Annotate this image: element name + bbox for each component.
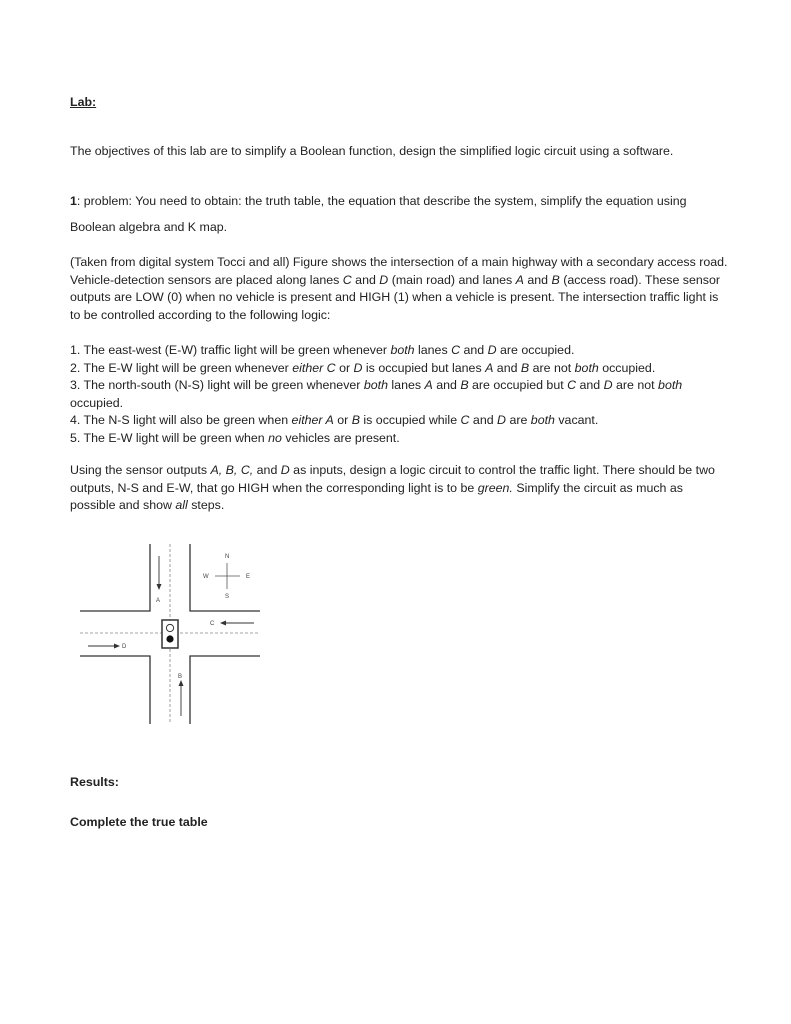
task-text: Simplify the circuit as much as possible and show — [70, 480, 683, 512]
rule-text: 3. The north-south (N-S) light will be green whenever — [70, 378, 364, 392]
rule-text: and — [576, 378, 604, 392]
traffic-light — [162, 620, 178, 648]
intersection-diagram — [72, 536, 272, 736]
var-b: B — [351, 413, 360, 427]
desc-text: (Taken from digital system Tocci and all) Figure shows the intersection of a main highway with a secondary access road. Vehicle-detection sensors are placed along lanes — [70, 255, 728, 287]
var-c: C — [342, 272, 352, 287]
task-text: steps. — [187, 498, 225, 512]
rule-text: is occupied but lanes — [362, 360, 486, 375]
lane-a-arrowhead — [157, 584, 162, 590]
lab-heading: Lab: — [70, 95, 97, 109]
rule-5 — [70, 430, 730, 448]
rule-text: and — [493, 360, 521, 375]
var-d: D — [353, 360, 363, 375]
road-edge-bottom-right — [190, 656, 260, 724]
rule-text: occupied. — [70, 395, 124, 410]
var-b: B — [520, 360, 530, 375]
rule-text: 1. The east-west (E-W) traffic light will be green whenever — [70, 343, 391, 357]
rule-text: 2. The E-W light will be green whenever — [70, 360, 293, 375]
traffic-light-lamp-off — [166, 624, 173, 631]
rule-text: or — [335, 360, 354, 375]
problem-paragraph — [70, 188, 730, 240]
task-text: as inputs, design a logic circuit to control the traffic light. There should be two outputs, N-S and E-W, that go HIGH when the corresponding light is to be — [70, 463, 715, 495]
var-d: D — [497, 413, 506, 427]
emphasis: either C — [292, 360, 336, 375]
emphasis: either A — [291, 413, 334, 427]
rule-2 — [70, 360, 730, 378]
rule-text: are occupied. — [496, 343, 575, 357]
var-a: A — [515, 272, 524, 287]
compass-n-label: N — [225, 554, 230, 560]
results-heading: Results: — [70, 775, 119, 789]
var-d: D — [603, 378, 613, 392]
lane-a-label: A — [156, 598, 161, 604]
var-c: C — [460, 413, 470, 427]
traffic-light-lamp-on — [166, 635, 173, 642]
var-list: A, B, C, — [210, 463, 254, 477]
road-edge-bottom-left — [80, 656, 150, 724]
description-paragraph — [70, 254, 730, 324]
emphasis: both — [363, 378, 388, 392]
task-text: and — [253, 463, 281, 477]
rule-text: and — [460, 343, 488, 357]
var-d: D — [487, 343, 497, 357]
objectives-paragraph: The objectives of this lab are to simplify a Boolean function, design the simplified logic circuit using a software. — [70, 144, 674, 158]
rule-1 — [70, 342, 730, 360]
rule-text: occupied. — [598, 360, 656, 375]
emphasis: both — [530, 413, 555, 427]
rule-text: are occupied but — [468, 378, 568, 392]
desc-text: and — [523, 272, 552, 287]
rule-text: 4. The N-S light will also be green when — [70, 413, 292, 427]
desc-text: (access road). These sensor outputs are LOW (0) when no vehicle is present and HIGH (1) when a vehicle is present. The intersection traffic light is to be controlled according to the following logic: — [70, 272, 720, 322]
lane-b-arrowhead — [179, 680, 184, 686]
rule-text: and — [432, 378, 461, 392]
emphasis: both — [658, 378, 683, 392]
road-edge-top-left — [80, 544, 150, 611]
emphasis: green. — [477, 480, 513, 495]
emphasis: no — [268, 430, 282, 445]
desc-text: (main road) and lanes — [388, 272, 516, 287]
compass-s-label: S — [225, 594, 230, 600]
lane-d-label: D — [122, 644, 127, 650]
rule-3 — [70, 377, 730, 412]
compass-e-label: E — [246, 574, 251, 580]
task-text: Using the sensor outputs — [70, 463, 211, 477]
logic-rules-list — [70, 342, 730, 447]
rule-text: are — [506, 413, 531, 427]
rule-text: lanes — [387, 378, 425, 392]
var-c: C — [567, 378, 577, 392]
rule-text: or — [333, 413, 352, 427]
emphasis: both — [574, 360, 599, 375]
rule-text: is occupied while — [359, 413, 461, 427]
emphasis: both — [390, 343, 415, 357]
var-c: C — [451, 343, 461, 357]
compass — [215, 563, 240, 589]
rule-text: vehicles are present. — [281, 430, 400, 445]
rule-text: are not — [612, 378, 659, 392]
var-a: A — [424, 378, 433, 392]
var-b: B — [460, 378, 469, 392]
emphasis: all — [175, 498, 188, 512]
var-a: A — [485, 360, 494, 375]
rule-text: and — [469, 413, 498, 427]
rule-text: vacant. — [554, 413, 599, 427]
lane-b-label: B — [178, 674, 183, 680]
lane-c-label: C — [210, 621, 215, 627]
rule-text: are not — [529, 360, 575, 375]
rule-text: lanes — [414, 343, 452, 357]
compass-w-label: W — [203, 574, 209, 580]
design-task-paragraph — [70, 462, 730, 515]
problem-text: : problem: You need to obtain: the truth table, the equation that describe the system, simplify the equation using Boolean algebra and K map. — [70, 194, 687, 234]
var-b: B — [551, 272, 560, 287]
desc-text: and — [351, 272, 380, 287]
rule-4 — [70, 412, 730, 430]
lane-d-arrowhead — [114, 644, 120, 649]
lane-c-arrowhead — [220, 621, 226, 626]
problem-number: 1 — [70, 194, 77, 208]
var-d: D — [379, 272, 389, 287]
var-d: D — [280, 463, 290, 477]
complete-table-heading: Complete the true table — [70, 815, 208, 829]
rule-text: 5. The E-W light will be green when — [70, 430, 269, 445]
